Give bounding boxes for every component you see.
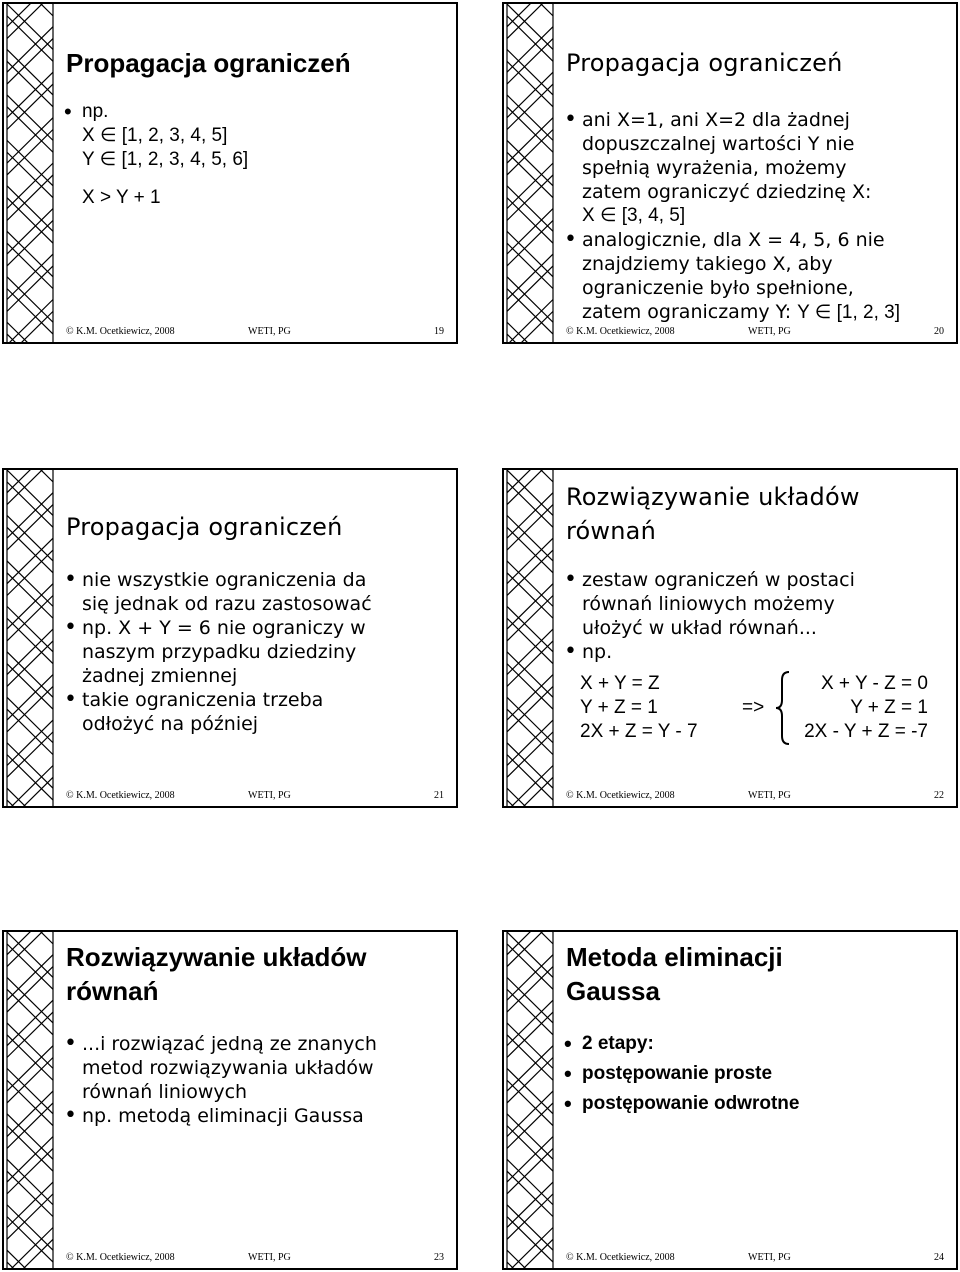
footer-org: WETI, PG [748, 1252, 791, 1263]
bullet-item: • np. [64, 100, 448, 124]
slide-footer [566, 1251, 944, 1265]
slide-number: 24 [934, 1252, 944, 1263]
footer-org: WETI, PG [248, 790, 291, 801]
domain-y: Y ∈ [1, 2, 3, 4, 5, 6] [82, 149, 249, 170]
footer-org: WETI, PG [248, 326, 291, 337]
footer-org: WETI, PG [248, 1252, 291, 1263]
bullet-item: • np. [564, 640, 948, 664]
decorative-band [6, 932, 54, 1268]
slide-22 [502, 468, 958, 808]
brace-icon [774, 670, 790, 746]
slide-footer [66, 1251, 444, 1265]
bullet-item: • takie ograniczenia trzeba odłożyć na później [64, 688, 448, 736]
footer-org: WETI, PG [748, 326, 791, 337]
slide-title: Rozwiązywanie układów równań [66, 942, 367, 1006]
bullet-item: • 2 etapy: [564, 1032, 948, 1056]
decorative-band [506, 4, 554, 342]
slide-footer [66, 325, 444, 339]
slide-footer [566, 325, 944, 339]
footer-author: © K.M. Ocetkiewicz, 2008 [566, 326, 675, 337]
bullet-item: • nie wszystkie ograniczenia da się jednak od razu zastosować [64, 568, 448, 616]
slide-number: 21 [434, 790, 444, 801]
bullet-list [564, 568, 948, 664]
footer-author: © K.M. Ocetkiewicz, 2008 [566, 790, 675, 801]
slide-footer [66, 789, 444, 803]
decorative-band [506, 470, 554, 806]
footer-author: © K.M. Ocetkiewicz, 2008 [566, 1252, 675, 1263]
decorative-band [6, 4, 54, 342]
footer-author: © K.M. Ocetkiewicz, 2008 [66, 326, 175, 337]
slide-24 [502, 930, 958, 1270]
slide-title: Rozwiązywanie układów równań [566, 483, 860, 545]
decorative-band [506, 932, 554, 1268]
bullet-list [64, 100, 448, 210]
domain-x: X ∈ [1, 2, 3, 4, 5] [82, 125, 228, 146]
bullet-list [64, 1032, 448, 1128]
footer-org: WETI, PG [748, 790, 791, 801]
slide-number: 19 [434, 326, 444, 337]
bullet-list [564, 108, 948, 325]
bullet-list [64, 568, 448, 736]
bullet-item: • np. X + Y = 6 nie ograniczy w naszym przypadku dziedziny żadnej zmiennej [64, 616, 448, 688]
slide-title: Propagacja ograniczeń [66, 48, 351, 78]
implies-arrow: => [742, 697, 765, 718]
slide-number: 20 [934, 326, 944, 337]
footer-author: © K.M. Ocetkiewicz, 2008 [66, 790, 175, 801]
slide-19 [2, 2, 458, 344]
bullet-item: • zestaw ograniczeń w postaci równań liniowych możemy ułożyć w układ równań... [564, 568, 948, 640]
bullet-item: • ...i rozwiązać jedną ze znanych metod rozwiązywania układów równań liniowych [64, 1032, 448, 1104]
slide-title: Propagacja ograniczeń [566, 49, 843, 77]
bullet-item: • postępowanie odwrotne [564, 1092, 948, 1116]
equation-system-right: X + Y - Z = 0 Y + Z = 1 2X - Y + Z = -7 [804, 673, 928, 742]
slide-title: Metoda eliminacji Gaussa [566, 942, 783, 1006]
slide-23 [2, 930, 458, 1270]
slide-20 [502, 2, 958, 344]
footer-author: © K.M. Ocetkiewicz, 2008 [66, 1252, 175, 1263]
bullet-list [564, 1032, 948, 1116]
bullet-item: • postępowanie proste [564, 1062, 948, 1086]
equation-system-left: X + Y = Z Y + Z = 1 2X + Z = Y - 7 [580, 673, 698, 742]
slide-footer [566, 789, 944, 803]
slide-number: 22 [934, 790, 944, 801]
slide-21 [2, 468, 458, 808]
slide-number: 23 [434, 1252, 444, 1263]
slide-title: Propagacja ograniczeń [66, 513, 343, 541]
constraint: X > Y + 1 [82, 187, 161, 208]
bullet-item: • analogicznie, dla X = 4, 5, 6 nie znajdziemy takiego X, aby ograniczenie było spełnione, zatem ograniczamy Y: Y ∈ [1, 2, 3] [564, 228, 948, 325]
bullet-item: • np. metodą eliminacji Gaussa [64, 1104, 448, 1128]
bullet-item: • ani X=1, ani X=2 dla żadnej dopuszczalnej wartości Y nie spełnią wyrażenia, możemy zatem ograniczyć dziedzinę X: X ∈ [3, 4, 5] [564, 108, 948, 228]
decorative-band [6, 470, 54, 806]
